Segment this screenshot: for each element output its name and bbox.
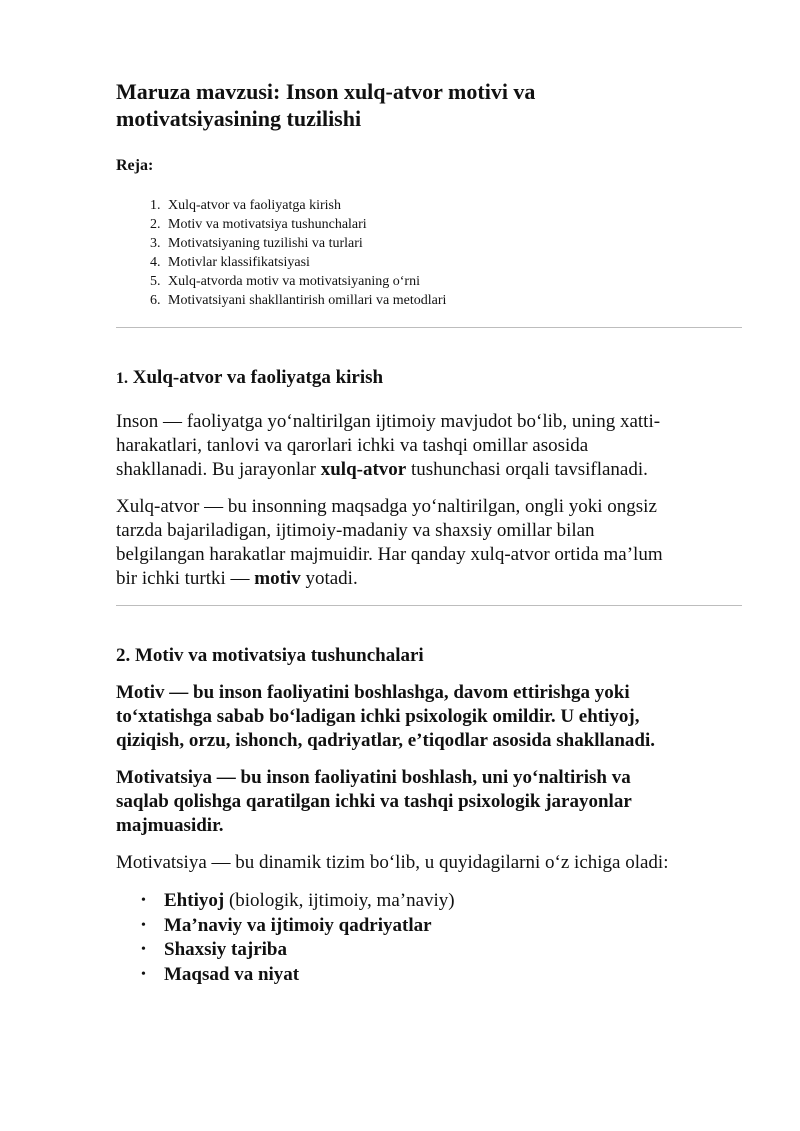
list-item <box>116 914 742 939</box>
section-2-paragraph-dynamic: Motivatsiya — bu dinamik tizim bo‘lib, u quyidagilarni o‘z ichiga oladi: <box>116 852 669 873</box>
section-1-title: Xulq-atvor va faoliyatga kirish <box>132 367 384 388</box>
title-line-2: motivatsiyasining tuzilishi <box>116 106 362 131</box>
document-title <box>116 78 742 132</box>
plan-list <box>116 196 742 310</box>
term-motiv: motiv <box>254 568 301 589</box>
list-item-detail: (biologik, ijtimoiy, ma’naviy) <box>224 890 455 911</box>
list-item <box>116 963 742 988</box>
section-2-paragraph-motiv <box>116 681 742 753</box>
section-1-number: 1. <box>116 370 128 387</box>
plan-item: 5. Xulq-atvorda motiv va motivatsiyaning o‘rni <box>164 272 742 291</box>
section-1-heading <box>116 366 742 391</box>
bullet-icon: • <box>141 966 146 982</box>
plan-item: 6. Motivatsiyani shakllantirish omillari va metodlari <box>164 291 742 310</box>
document-page <box>116 78 742 987</box>
text-line: tushunchasi orqali tavsiflanadi. <box>406 459 648 480</box>
title-line-1: Maruza mavzusi: Inson xulq-atvor motivi va <box>116 79 536 104</box>
text-line: saqlab qolishga qaratilgan ichki va tashqi psixologik jarayonlar <box>116 791 632 812</box>
text-line: tarzda bajariladigan, ijtimoiy-madaniy va shaxsiy omillar bilan <box>116 520 595 541</box>
section-2-heading: 2. Motiv va motivatsiya tushunchalari <box>116 645 424 666</box>
term-xulq-atvor: xulq-atvor <box>320 459 407 480</box>
list-item <box>116 938 742 963</box>
list-item-term: Ehtiyoj <box>164 890 225 911</box>
plan-item: 2. Motiv va motivatsiya tushunchalari <box>164 215 742 234</box>
bullet-icon: • <box>141 917 146 933</box>
text-line: bir ichki turtki — <box>116 568 255 589</box>
text-line: belgilangan harakatlar majmuidir. Har qanday xulq-atvor ortida ma’lum <box>116 544 663 565</box>
text-line: to‘xtatishga sabab bo‘ladigan ichki psixologik omildir. U ehtiyoj, <box>116 706 640 727</box>
text-line: Xulq-atvor — bu insonning maqsadga yo‘naltirilgan, ongli yoki ongsiz <box>116 496 657 517</box>
plan-item: 4. Motivlar klassifikatsiyasi <box>164 253 742 272</box>
section-1-paragraph-1 <box>116 410 742 482</box>
list-item-term: Ma’naviy va ijtimoiy qadriyatlar <box>164 914 432 936</box>
section-1-paragraph-2 <box>116 495 742 591</box>
text-line: Motivatsiya — bu inson faoliyatini boshlash, uni yo‘naltirish va <box>116 767 631 788</box>
plan-item: 3. Motivatsiyaning tuzilishi va turlari <box>164 234 742 253</box>
bullet-icon: • <box>141 942 146 957</box>
list-item-term: Maqsad va niyat <box>164 963 300 985</box>
text-line: yotadi. <box>300 568 358 589</box>
text-line: shakllanadi. Bu jarayonlar <box>116 459 321 480</box>
bullet-icon: • <box>141 893 146 908</box>
motivation-components-list <box>116 889 742 987</box>
text-line: majmuasidir. <box>116 815 224 836</box>
list-item <box>116 889 742 914</box>
plan-item: 1. Xulq-atvor va faoliyatga kirish <box>164 196 742 215</box>
section-divider <box>116 327 742 328</box>
section-divider <box>116 605 742 606</box>
section-2-paragraph-motivatsiya <box>116 766 742 838</box>
list-item-term: Shaxsiy tajriba <box>164 939 287 960</box>
text-line: Inson — faoliyatga yo‘naltirilgan ijtimoiy mavjudot bo‘lib, uning xatti- <box>116 411 661 432</box>
text-line: Motiv — bu inson faoliyatini boshlashga, davom ettirishga yoki <box>116 682 630 703</box>
text-line: qiziqish, orzu, ishonch, qadriyatlar, e’tiqodlar asosida shakllanadi. <box>116 730 655 751</box>
text-line: harakatlari, tanlovi va qarorlari ichki va tashqi omillar asosida <box>116 435 589 456</box>
plan-heading: Reja: <box>116 157 154 174</box>
